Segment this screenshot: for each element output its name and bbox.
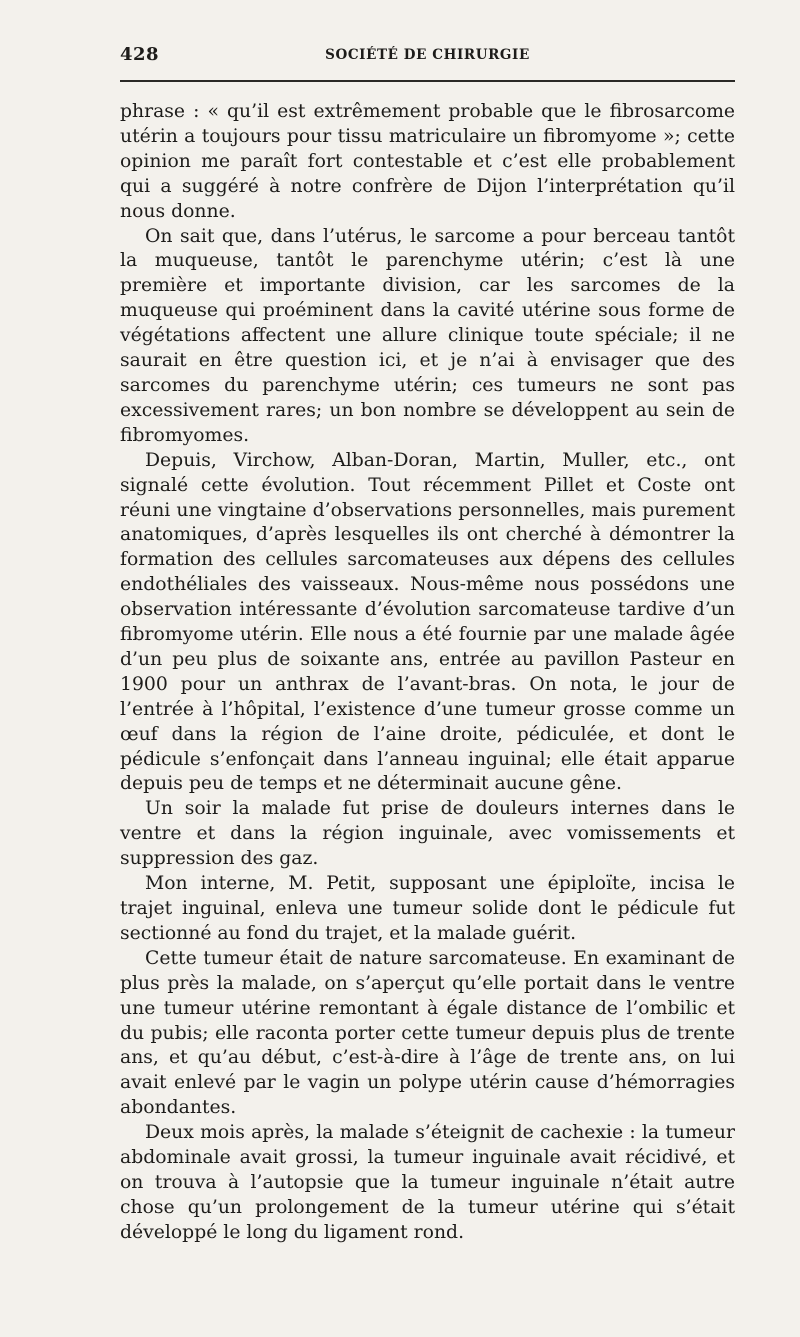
paragraph: Un soir la malade fut prise de douleurs internes dans le ventre et dans la région inguinale, avec vomissements et suppression des gaz.	[120, 798, 735, 870]
page-header	[120, 44, 735, 74]
paragraph: Depuis, Virchow, Alban-Doran, Martin, Muller, etc., ont signalé cette évolution. Tout récemment Pillet et Coste ont réuni une vingtaine d’observations personnelles, mais purement anatomiques, d’après lesquelles ils ont cherché à démontrer la formation des cellules sarcomateuses aux dépens des cellules endothéliales des vaisseaux. Nous-même nous possédons une observation intéressante d’évolution sarcomateuse tardive d’un fibromyome utérin. Elle nous a été fournie par une malade âgée d’un peu plus de soixante ans, entrée au pavillon Pasteur en 1900 pour un anthrax de l’avant-bras. On nota, le jour de l’entrée à l’hôpital, l’existence d’une tumeur grosse comme un œuf dans la région de l’aine droite, pédiculée, et dont le pédicule s’enfonçait dans l’anneau inguinal; elle était apparue depuis peu de temps et ne déterminait aucune gêne.	[120, 449, 735, 795]
body-text	[120, 100, 735, 1246]
page-number: 428	[120, 44, 160, 65]
paragraph: On sait que, dans l’utérus, le sarcome a pour berceau tantôt la muqueuse, tantôt le parenchyme utérin; c’est là une première et importante division, car les sarcomes de la muqueuse qui proéminent dans la cavité utérine sous forme de végétations affectent une allure clinique toute spéciale; il ne saurait en être question ici, et je n’ai à envisager que des sarcomes du parenchyme utérin; ces tumeurs ne sont pas excessivement rares; un bon nombre se développent au sein de fibromyomes.	[120, 225, 735, 446]
paragraph: Cette tumeur était de nature sarcomateuse. En examinant de plus près la malade, on s’aperçut qu’elle portait dans le ventre une tumeur utérine remontant à égale distance de l’ombilic et du pubis; elle raconta porter cette tumeur depuis plus de trente ans, et qu’au début, c’est-à-dire à l’âge de trente ans, on lui avait enlevé par le vagin un polype utérin cause d’hémorragies abondantes.	[120, 947, 735, 1119]
running-title: SOCIÉTÉ DE CHIRURGIE	[325, 47, 530, 63]
paragraph: Deux mois après, la malade s’éteignit de cachexie : la tumeur abdominale avait grossi, la tumeur inguinale avait récidivé, et on trouva à l’autopsie que la tumeur inguinale n’était autre chose qu’un prolongement de la tumeur utérine qui s’était développé le long du ligament rond.	[120, 1122, 735, 1243]
paragraph: Mon interne, M. Petit, supposant une épiploïte, incisa le trajet inguinal, enleva une tumeur solide dont le pédicule fut sectionné au fond du trajet, et la malade guérit.	[120, 873, 735, 944]
paragraph: phrase : « qu’il est extrêmement probable que le fibrosarcome utérin a toujours pour tissu matriculaire un fibromyome »; cette opinion me paraît fort contestable et c’est elle probablement qui a suggéré à notre confrère de Dijon l’interprétation qu’il nous donne.	[120, 101, 735, 222]
header-rule	[120, 80, 735, 82]
